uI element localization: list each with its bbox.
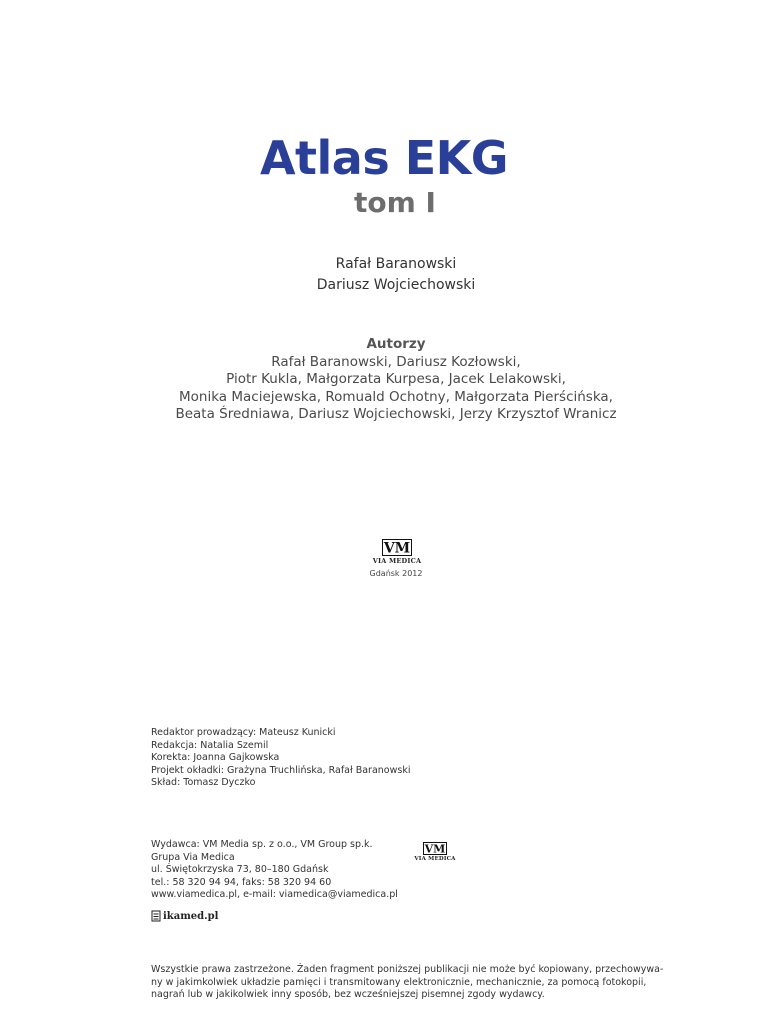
authors-line: Beata Średniawa, Dariusz Wojciechowski, Jerzy Krzysztof Wranicz: [175, 406, 617, 422]
credit-line: Redakcja: Natalia Szemil: [151, 739, 269, 751]
book-title: Atlas EKG: [259, 131, 509, 185]
publisher-line: tel.: 58 320 94 94, faks: 58 320 94 60: [151, 876, 332, 888]
editor-name: Dariusz Wojciechowski: [316, 277, 476, 293]
credit-line: Korekta: Joanna Gajkowska: [151, 752, 280, 763]
ikamed-logo-icon: [151, 909, 161, 923]
rights-line: ny w jakimkolwiek układzie pamięci i transmitowany elektronicznie, mechanicznie, za pomocą fotokopii,: [151, 976, 647, 988]
authors-line: Piotr Kukla, Małgorzata Kurpesa, Jacek Lelakowski,: [226, 371, 566, 387]
via-medica-caption: VIA MEDICA: [372, 557, 422, 565]
place-year: Gdańsk 2012: [369, 569, 423, 578]
credits-block: [151, 727, 410, 790]
credit-line: Skład: Tomasz Dyczko: [151, 777, 256, 788]
vm-monogram: VM: [424, 842, 446, 855]
editor-name: Rafał Baranowski: [335, 256, 457, 272]
rights-notice: [151, 964, 664, 1002]
rights-line: Wszystkie prawa zastrzeżone. Żaden fragment poniższej publikacji nie może być kopiowany, przechowywa-: [151, 964, 664, 975]
ikamed-text: ikamed.pl: [163, 910, 219, 922]
via-medica-logo: [371, 539, 423, 565]
via-medica-logo-small: [414, 842, 456, 863]
book-volume: tom I: [354, 186, 436, 219]
authors-heading: Autorzy: [366, 336, 426, 352]
ikamed-logo: [151, 908, 218, 924]
authors-block: [0, 336, 768, 424]
rights-line: nagrań lub w jakikolwiek inny sposób, bez wcześniejszej pisemnej zgody wydawcy.: [151, 989, 545, 1000]
via-medica-caption: VIA MEDICA: [414, 856, 456, 862]
publisher-block: [151, 839, 398, 902]
authors-line: Monika Maciejewska, Romuald Ochotny, Małgorzata Pierścińska,: [179, 388, 613, 405]
publisher-line: Grupa Via Medica: [151, 851, 235, 863]
authors-line: Rafał Baranowski, Dariusz Kozłowski,: [271, 353, 521, 370]
vm-logo-icon: [382, 539, 412, 556]
publisher-line: Wydawca: VM Media sp. z o.o., VM Group sp.k.: [151, 839, 373, 850]
publisher-line: www.viamedica.pl, e-mail: viamedica@viamedica.pl: [151, 889, 398, 900]
vm-monogram: VM: [383, 540, 411, 556]
editors-block: [0, 254, 768, 296]
vm-logo-icon: [423, 842, 447, 855]
credit-line: Projekt okładki: Grażyna Truchlińska, Rafał Baranowski: [151, 764, 411, 776]
credit-line: Redaktor prowadzący: Mateusz Kunicki: [151, 727, 336, 738]
publisher-line: ul. Świętokrzyska 73, 80–180 Gdańsk: [151, 864, 329, 875]
